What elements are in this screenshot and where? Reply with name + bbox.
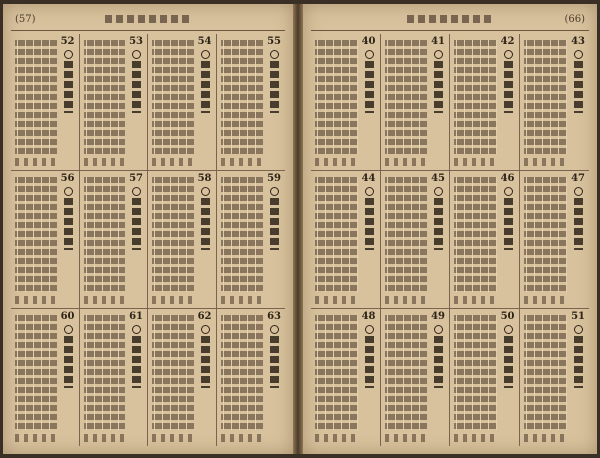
listing-block <box>381 309 451 446</box>
listing-number: 52 <box>60 36 75 47</box>
price-row <box>15 296 57 304</box>
publisher-circle-icon <box>132 325 141 334</box>
listing-block <box>381 171 451 308</box>
publisher-name <box>574 198 583 250</box>
publisher-name <box>365 61 374 113</box>
left-page-number: (57) <box>15 14 36 25</box>
listing-number: 63 <box>267 310 281 322</box>
publisher-name <box>504 61 513 113</box>
publisher-circle-icon <box>504 325 513 334</box>
book-entries <box>524 40 568 154</box>
price-row <box>15 158 57 166</box>
listing-grid <box>311 34 589 446</box>
publisher-circle-icon <box>64 50 73 59</box>
left-running-header-title <box>105 15 191 23</box>
book-entries <box>15 177 57 291</box>
listing-block <box>520 34 590 171</box>
listing-block <box>450 171 520 308</box>
publisher-circle-icon <box>201 187 210 196</box>
price-row <box>221 434 264 442</box>
price-row <box>524 296 568 304</box>
listing-block <box>11 171 80 308</box>
right-running-header-title <box>407 15 493 23</box>
listing-number: 58 <box>197 173 212 185</box>
book-gutter <box>293 4 303 454</box>
book-entries <box>152 40 194 154</box>
publisher-name <box>504 198 513 250</box>
price-row <box>315 158 358 166</box>
listing-number: 47 <box>571 173 585 185</box>
publisher-circle-icon <box>365 325 374 334</box>
book-entries <box>385 40 428 154</box>
listing-block <box>381 34 451 171</box>
listing-number: 56 <box>60 173 75 185</box>
publisher-name <box>64 198 73 250</box>
listing-number: 40 <box>361 36 376 47</box>
listing-block <box>148 171 217 308</box>
price-row <box>315 434 358 442</box>
listing-block <box>450 34 520 171</box>
left-page <box>3 4 293 454</box>
listing-block <box>520 309 590 446</box>
listing-number: 51 <box>571 310 585 322</box>
book-entries <box>454 40 497 154</box>
listing-number: 45 <box>431 173 445 185</box>
book-entries <box>15 40 57 154</box>
listing-block <box>80 171 149 308</box>
publisher-circle-icon <box>434 325 443 334</box>
price-row <box>454 158 497 166</box>
book-entries <box>524 315 568 430</box>
book-entries <box>524 177 568 291</box>
publisher-circle-icon <box>270 187 279 196</box>
listing-block <box>148 34 217 171</box>
publisher-circle-icon <box>504 187 513 196</box>
publisher-name <box>64 336 73 388</box>
listing-number: 53 <box>129 36 143 47</box>
book-entries <box>385 177 428 291</box>
price-row <box>84 434 126 442</box>
price-row <box>221 296 264 304</box>
price-row <box>152 158 194 166</box>
book-entries <box>454 315 497 430</box>
publisher-name <box>574 336 583 388</box>
publisher-name <box>132 336 141 388</box>
publisher-circle-icon <box>434 187 443 196</box>
price-row <box>315 296 358 304</box>
price-row <box>385 434 428 442</box>
price-row <box>84 296 126 304</box>
listing-block <box>311 34 381 171</box>
right-page <box>303 4 597 454</box>
publisher-circle-icon <box>132 50 141 59</box>
listing-block <box>217 171 286 308</box>
listing-block <box>80 34 149 171</box>
publisher-circle-icon <box>574 50 583 59</box>
publisher-circle-icon <box>270 50 279 59</box>
publisher-circle-icon <box>365 50 374 59</box>
publisher-name <box>201 61 210 113</box>
price-row <box>524 434 568 442</box>
listing-grid <box>11 34 285 446</box>
listing-block <box>11 34 80 171</box>
price-row <box>221 158 264 166</box>
publisher-name <box>365 336 374 388</box>
publisher-name <box>132 61 141 113</box>
book-entries <box>221 315 264 430</box>
listing-number: 46 <box>500 173 515 185</box>
book-entries <box>152 315 194 430</box>
book-entries <box>84 315 126 430</box>
book-entries <box>385 315 428 430</box>
book-entries <box>84 177 126 291</box>
publisher-name <box>504 336 513 388</box>
book-entries <box>315 40 358 154</box>
publisher-circle-icon <box>132 187 141 196</box>
book-entries <box>152 177 194 291</box>
right-page-number: (66) <box>564 14 585 25</box>
price-row <box>454 296 497 304</box>
price-row <box>385 296 428 304</box>
publisher-name <box>365 198 374 250</box>
publisher-circle-icon <box>365 187 374 196</box>
listing-block <box>450 309 520 446</box>
publisher-circle-icon <box>201 50 210 59</box>
listing-number: 60 <box>60 310 75 322</box>
publisher-name <box>574 61 583 113</box>
book-entries <box>221 40 264 154</box>
listing-block <box>311 171 381 308</box>
book-entries <box>454 177 497 291</box>
publisher-circle-icon <box>270 325 279 334</box>
book-entries <box>221 177 264 291</box>
listing-number: 43 <box>571 36 585 47</box>
publisher-name <box>201 198 210 250</box>
book-entries <box>315 177 358 291</box>
publisher-name <box>270 61 279 113</box>
price-row <box>15 434 57 442</box>
listing-number: 55 <box>267 36 281 47</box>
publisher-name <box>270 198 279 250</box>
publisher-circle-icon <box>64 187 73 196</box>
publisher-circle-icon <box>574 325 583 334</box>
listing-block <box>520 171 590 308</box>
listing-number: 59 <box>267 173 281 185</box>
header-rule <box>11 30 285 31</box>
publisher-name <box>132 198 141 250</box>
price-row <box>524 158 568 166</box>
price-row <box>152 434 194 442</box>
listing-number: 41 <box>431 36 445 47</box>
listing-block <box>80 309 149 446</box>
publisher-name <box>434 198 443 250</box>
publisher-name <box>201 336 210 388</box>
price-row <box>454 434 497 442</box>
price-row <box>385 158 428 166</box>
listing-number: 61 <box>129 310 143 322</box>
publisher-circle-icon <box>504 50 513 59</box>
listing-number: 50 <box>500 310 515 322</box>
publisher-circle-icon <box>64 325 73 334</box>
listing-block <box>11 309 80 446</box>
price-row <box>152 296 194 304</box>
listing-block <box>217 309 286 446</box>
publisher-circle-icon <box>201 325 210 334</box>
listing-number: 57 <box>129 173 143 185</box>
book-entries <box>84 40 126 154</box>
price-row <box>84 158 126 166</box>
publisher-circle-icon <box>434 50 443 59</box>
listing-number: 49 <box>431 310 445 322</box>
book-entries <box>15 315 57 430</box>
publisher-name <box>434 61 443 113</box>
listing-block <box>311 309 381 446</box>
publisher-circle-icon <box>574 187 583 196</box>
book-entries <box>315 315 358 430</box>
header-rule <box>311 30 589 31</box>
listing-block <box>148 309 217 446</box>
listing-number: 62 <box>197 310 212 322</box>
listing-number: 44 <box>361 173 376 185</box>
publisher-name <box>434 336 443 388</box>
listing-number: 48 <box>361 310 376 322</box>
publisher-name <box>64 61 73 113</box>
listing-block <box>217 34 286 171</box>
publisher-name <box>270 336 279 388</box>
listing-number: 54 <box>197 36 212 47</box>
listing-number: 42 <box>500 36 515 47</box>
